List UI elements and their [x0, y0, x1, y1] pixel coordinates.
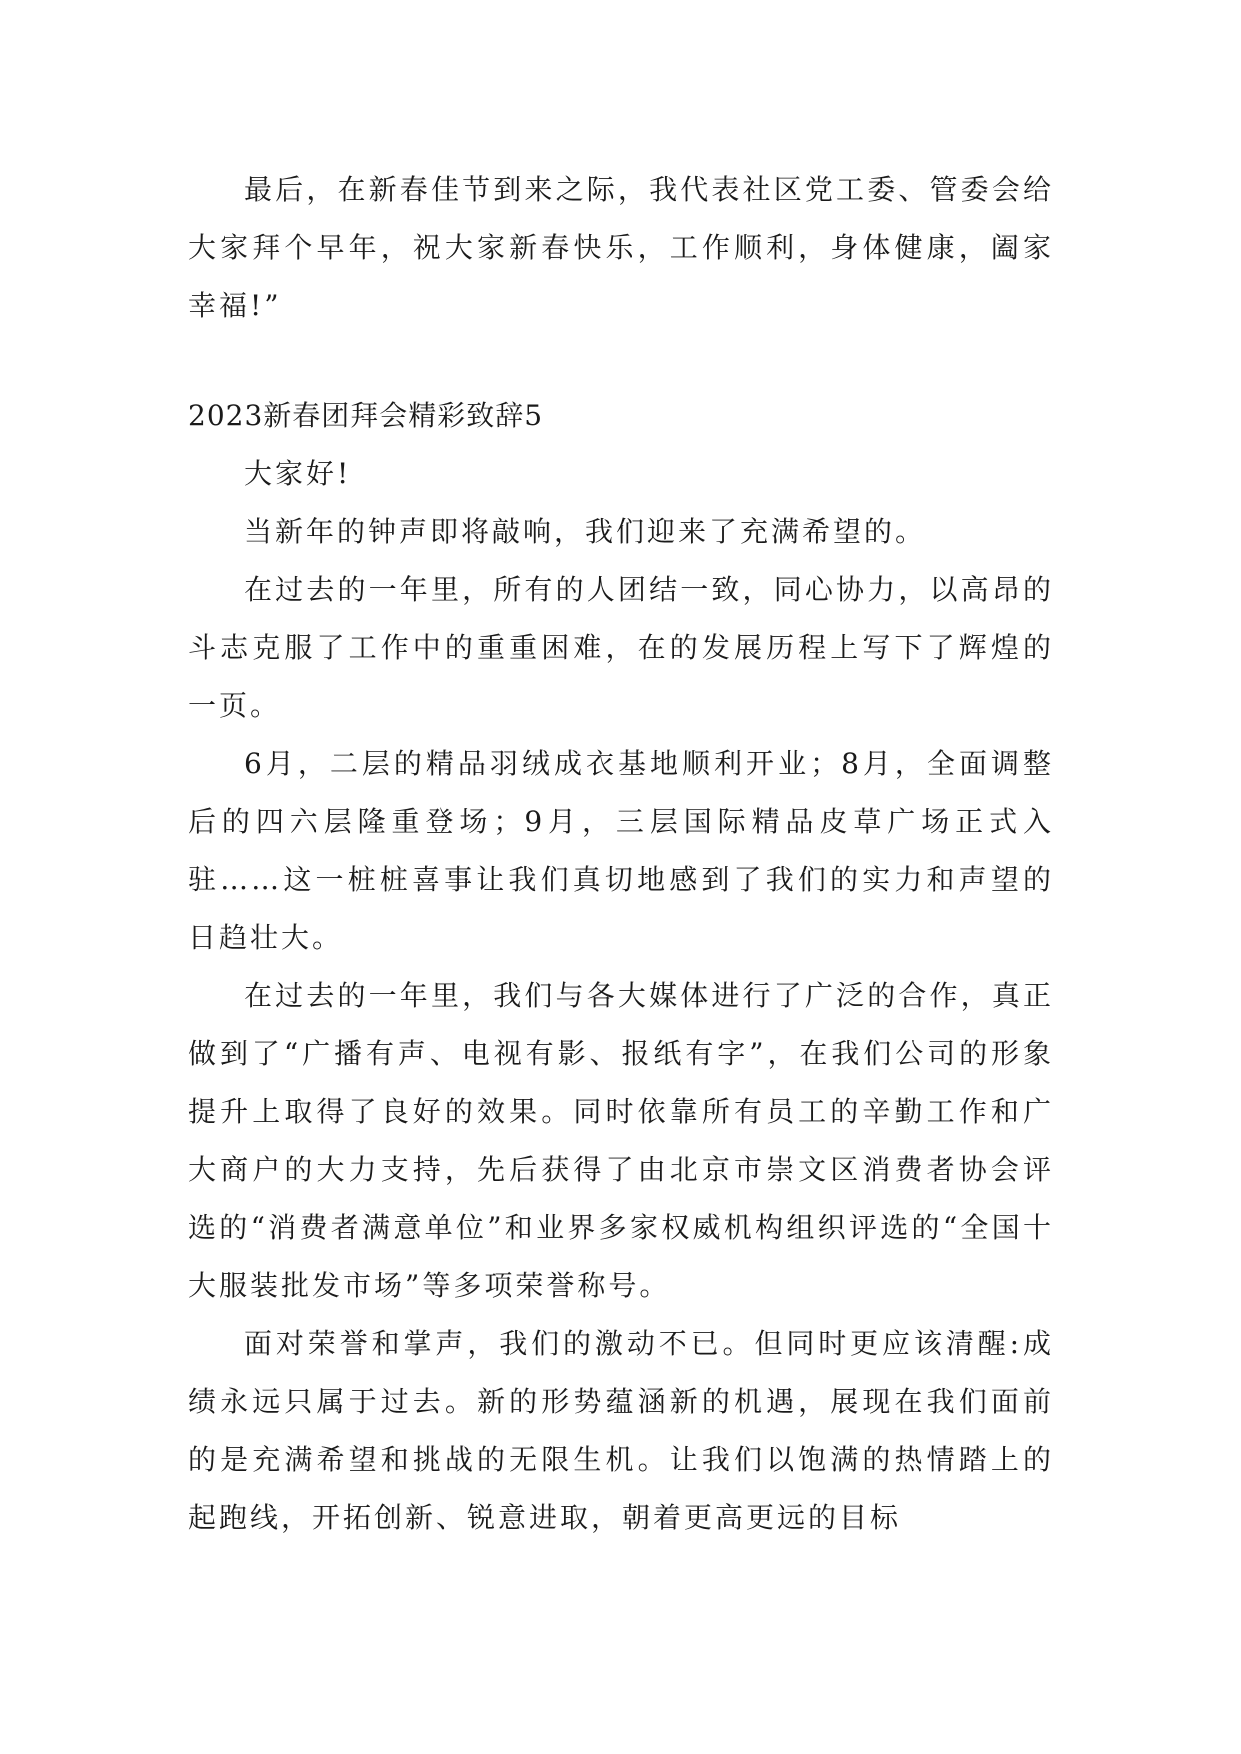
- paragraph: 大家好!: [244, 457, 352, 490]
- intro-text-block: [188, 161, 1054, 335]
- paragraph: 在过去的一年里，我们与各大媒体进行了广泛的合作，真正做到了“广播有声、电视有影、报纸有字”，在我们公司的形象提升上取得了良好的效果。同时依靠所有员工的辛勤工作和广大商户的大力支持，先后获得了由北京市崇文区消费者协会评选的“消费者满意单位”和业界多家权威机构组织评选的“全国十大服装批发市场”等多项荣誉称号。: [188, 979, 1054, 1302]
- paragraph: 6月，二层的精品羽绒成衣基地顺利开业；8月，全面调整后的四六层隆重登场；9月，三层国际精品皮草广场正式入驻……这一桩桩喜事让我们真切地感到了我们的实力和声望的日趋壮大。: [188, 747, 1054, 954]
- paragraph: 当新年的钟声即将敲响，我们迎来了充满希望的。: [244, 515, 927, 548]
- section-title: 2023新春团拜会精彩致辞5: [188, 399, 544, 432]
- paragraph: 在过去的一年里，所有的人团结一致，同心协力，以高昂的斗志克服了工作中的重重困难，在的发展历程上写下了辉煌的一页。: [188, 573, 1054, 722]
- paragraph: 最后，在新春佳节到来之际，我代表社区党工委、管委会给大家拜个早年，祝大家新春快乐，工作顺利，身体健康，阖家幸福!”: [188, 173, 1054, 322]
- section-text-block: [188, 387, 1054, 1547]
- paragraph: 面对荣誉和掌声，我们的激动不已。但同时更应该清醒:成绩永远只属于过去。新的形势蕴涵新的机遇，展现在我们面前的是充满希望和挑战的无限生机。让我们以饱满的热情踏上的起跑线，开拓创新、锐意进取，朝着更高更远的目标: [188, 1327, 1054, 1534]
